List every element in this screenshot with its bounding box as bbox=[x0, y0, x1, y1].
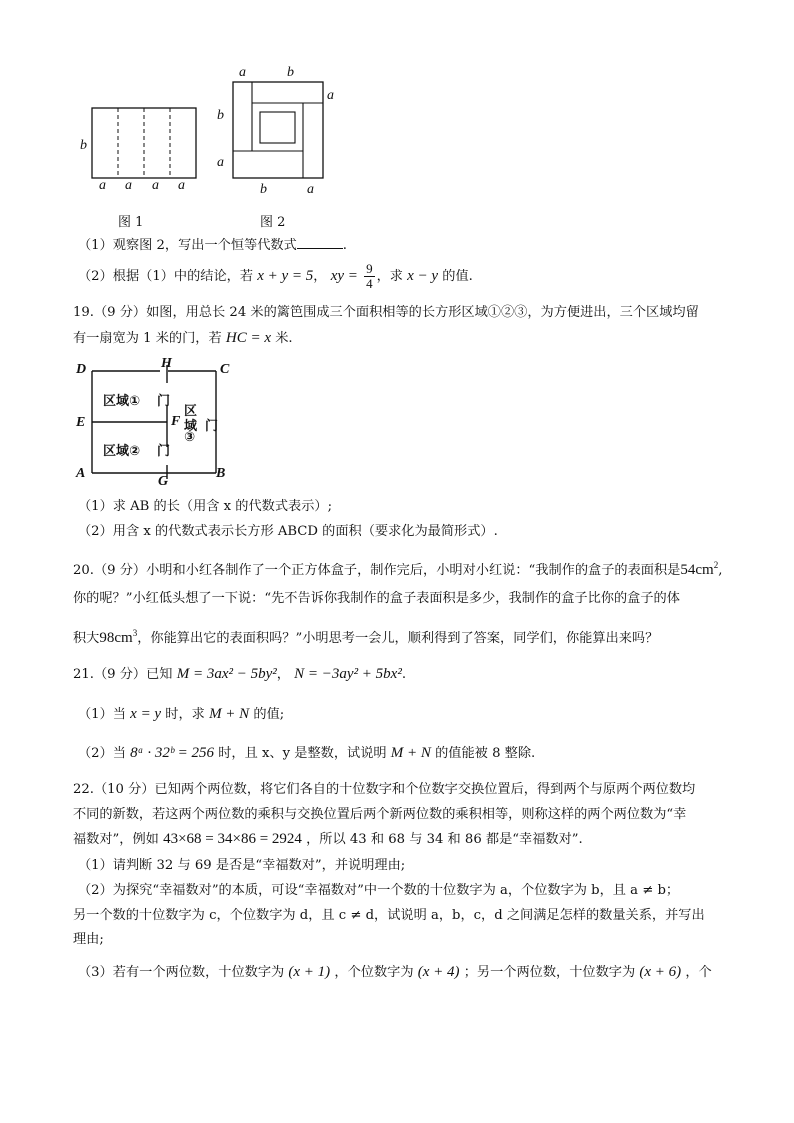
q20-volume-sup: 3 bbox=[132, 628, 138, 638]
fig2-caption: 图 2 bbox=[260, 215, 286, 230]
q21-part2 bbox=[78, 744, 535, 763]
point-label-C: C bbox=[220, 362, 230, 377]
q22-part3-e3: (x + 6) bbox=[639, 964, 682, 980]
q21-part2-end: 的值能被 8 整除. bbox=[435, 746, 536, 761]
q21-part1 bbox=[78, 705, 284, 724]
q21-part2-pre: （2）当 bbox=[78, 746, 126, 761]
fig2-left-label: a bbox=[217, 155, 224, 170]
q18-sep: ， bbox=[313, 269, 327, 284]
fig1-caption: 图 1 bbox=[118, 215, 144, 230]
figure-1 bbox=[70, 95, 210, 205]
q21-part2-expr: M + N bbox=[390, 745, 431, 761]
region-2-door: 门 bbox=[157, 444, 171, 459]
q18-part2-end: 的值. bbox=[442, 269, 473, 284]
q18-part1 bbox=[78, 236, 347, 255]
q22-line3-pre: 福数对”，例如 bbox=[73, 832, 159, 847]
q18-part2-post: ，求 bbox=[376, 269, 403, 284]
point-label-D: D bbox=[76, 362, 87, 377]
q20-line1-pre: 20.（9 分）小明和小红各制作了一个正方体盒子，制作完后，小明对小红说：“我制作的盒子的表面积是 bbox=[73, 563, 681, 578]
q18-part1-end: . bbox=[342, 238, 347, 253]
fig2-left-label: b bbox=[217, 108, 224, 123]
q19-line1: 19.（9 分）如图，用总长 24 米的篱笆围成三个面积相等的长方形区域①②③，为方便进出，三个区域均留 bbox=[73, 305, 699, 320]
q22-part3-pre: （3）若有一个两位数，十位数字为 bbox=[78, 965, 285, 980]
q18-part2-pre: （2）根据（1）中的结论，若 bbox=[78, 269, 254, 284]
q22-part3-e2: (x + 4) bbox=[417, 964, 460, 980]
q21-part2-mid: 时，且 x、y 是整数，试说明 bbox=[218, 746, 387, 761]
q19-part2: （2）用含 x 的代数式表示长方形 ABCD 的面积（要求化为最简形式）. bbox=[78, 524, 498, 539]
figure-1-diagram bbox=[70, 95, 210, 205]
region-3-char: 域 bbox=[184, 419, 198, 434]
q21-stem-pre: 21.（9 分）已知 bbox=[73, 667, 173, 682]
q21-part1-mid: 时，求 bbox=[165, 707, 205, 722]
q20-volume bbox=[99, 630, 137, 646]
q20-value-sup: 2 bbox=[713, 560, 719, 570]
q21-part1-expr: M + N bbox=[209, 706, 250, 722]
region-3-door: 门 bbox=[205, 419, 219, 434]
figure-2 bbox=[225, 70, 335, 185]
q21-part1-end: 的值; bbox=[253, 707, 285, 722]
q22-part3-end: ，个 bbox=[685, 965, 712, 980]
q22-line1: 22.（10 分）已知两个两位数，将它们各自的十位数字和个位数字交换位置后，得到两个与原两个两位数均 bbox=[73, 782, 696, 797]
point-label-G: G bbox=[158, 474, 169, 489]
region-1-label: 区域① bbox=[103, 394, 141, 409]
q21-part2-eq: 8ᵃ · 32ᵇ = 256 bbox=[130, 745, 215, 761]
fig2-right-label: a bbox=[327, 88, 334, 103]
fig2-bottom-label: a bbox=[307, 182, 314, 197]
region-2-label: 区域② bbox=[103, 444, 141, 459]
q20-value bbox=[680, 562, 718, 578]
q22-part2-line3: 理由; bbox=[73, 932, 104, 947]
q22-line3 bbox=[73, 830, 583, 849]
q19-line2 bbox=[73, 329, 293, 348]
q21-stem-end: . bbox=[401, 667, 407, 682]
fig1-bottom-label: a bbox=[178, 178, 185, 193]
fig2-top-label: a bbox=[239, 65, 246, 80]
q22-line3-post: ，所以 43 和 68 与 34 和 86 都是“幸福数对”. bbox=[306, 832, 583, 847]
q20-line3-pre: 积大 bbox=[73, 631, 100, 646]
figure-2-diagram bbox=[225, 70, 335, 185]
q20-line2: 你的呢？”小红低头想了一下说：“先不告诉你我制作的盒子表面积是多少，我制作的盒子比你的盒子的体 bbox=[73, 591, 680, 606]
q21-part1-pre: （1）当 bbox=[78, 707, 126, 722]
region-3-char: ③ bbox=[184, 430, 196, 445]
fraction-numerator: 9 bbox=[366, 261, 373, 276]
fig2-bottom-label: b bbox=[260, 182, 267, 197]
point-label-H: H bbox=[161, 356, 172, 371]
q22-part1: （1）请判断 32 与 69 是否是“幸福数对”，并说明理由; bbox=[78, 858, 406, 873]
region-1-door: 门 bbox=[157, 394, 171, 409]
answer-blank bbox=[297, 236, 343, 249]
fraction-denominator: 4 bbox=[366, 276, 373, 291]
q18-fraction bbox=[364, 262, 375, 291]
fig1-bottom-label: a bbox=[99, 178, 106, 193]
q21-stem: 21.（9 分）已知 M = 3ax² − 5by²， N = −3ay² + 5bx². bbox=[73, 666, 407, 682]
q22-line2: 不同的新数，若这两个两位数的乘积与交换位置后两个新两位数的乘积相等，则称这样的两个两位数为“幸 bbox=[73, 807, 687, 822]
q22-part3-mid1: ，个位数字为 bbox=[334, 965, 414, 980]
q20-volume-text: 98cm bbox=[99, 630, 133, 646]
q22-part3 bbox=[78, 963, 712, 982]
q22-part2-line2: 另一个数的十位数字为 c，个位数字为 d，且 c ≠ d，试说明 a，b，c，d 之间满足怎样的数量关系，并写出 bbox=[73, 908, 705, 923]
q19-line2-post: 米. bbox=[275, 331, 293, 346]
q19-part1: （1）求 AB 的长（用含 x 的代数式表示）; bbox=[78, 499, 333, 514]
point-label-F: F bbox=[171, 414, 181, 429]
q20-line1: 20.（9 分）小明和小红各制作了一个正方体盒子，制作完后，小明对小红说：“我制作的盒子的表面积是$54cm^2$, bbox=[73, 560, 723, 578]
q21-N: N = −3ay² + 5bx² bbox=[294, 666, 402, 682]
q22-part3-mid2: ；另一个两位数，十位数字为 bbox=[463, 965, 636, 980]
q20-line3-post: ，你能算出它的表面积吗？”小明思考一会儿，顺利得到了答案，同学们，你能算出来吗？ bbox=[137, 631, 659, 646]
fig1-side-label: b bbox=[80, 138, 87, 153]
q22-part3-e1: (x + 1) bbox=[288, 964, 331, 980]
q21-M: M = 3ax² − 5by² bbox=[176, 666, 277, 682]
fig2-top-label: b bbox=[287, 65, 294, 80]
q19-line2-pre: 有一扇宽为 1 米的门，若 bbox=[73, 331, 222, 346]
q22-example-eq: 43×68 = 34×86 = 2924 bbox=[163, 831, 302, 847]
q18-part2 bbox=[78, 261, 473, 292]
point-label-B: B bbox=[216, 466, 226, 481]
q20-line3 bbox=[73, 624, 658, 648]
region-3-char: 区 bbox=[184, 404, 198, 419]
q18-eq1: x + y = 5 bbox=[257, 268, 314, 284]
fig1-bottom-label: a bbox=[125, 178, 132, 193]
q20-value-text: 54cm bbox=[680, 562, 714, 578]
q22-part2-line1: （2）为探究“幸福数对”的本质，可设“幸福数对”中一个数的十位数字为 a，个位数字为 b，且 a ≠ b； bbox=[78, 883, 680, 898]
fig1-bottom-label: a bbox=[152, 178, 159, 193]
q18-part1-text: （1）观察图 2，写出一个恒等代数式 bbox=[78, 238, 297, 253]
q21-part1-eq: x = y bbox=[130, 706, 162, 722]
q19-eq: HC = x bbox=[225, 330, 271, 346]
point-label-E: E bbox=[76, 415, 86, 430]
q18-expr: x − y bbox=[407, 268, 439, 284]
q18-eq2-lhs: xy = bbox=[330, 268, 358, 284]
point-label-A: A bbox=[76, 466, 86, 481]
